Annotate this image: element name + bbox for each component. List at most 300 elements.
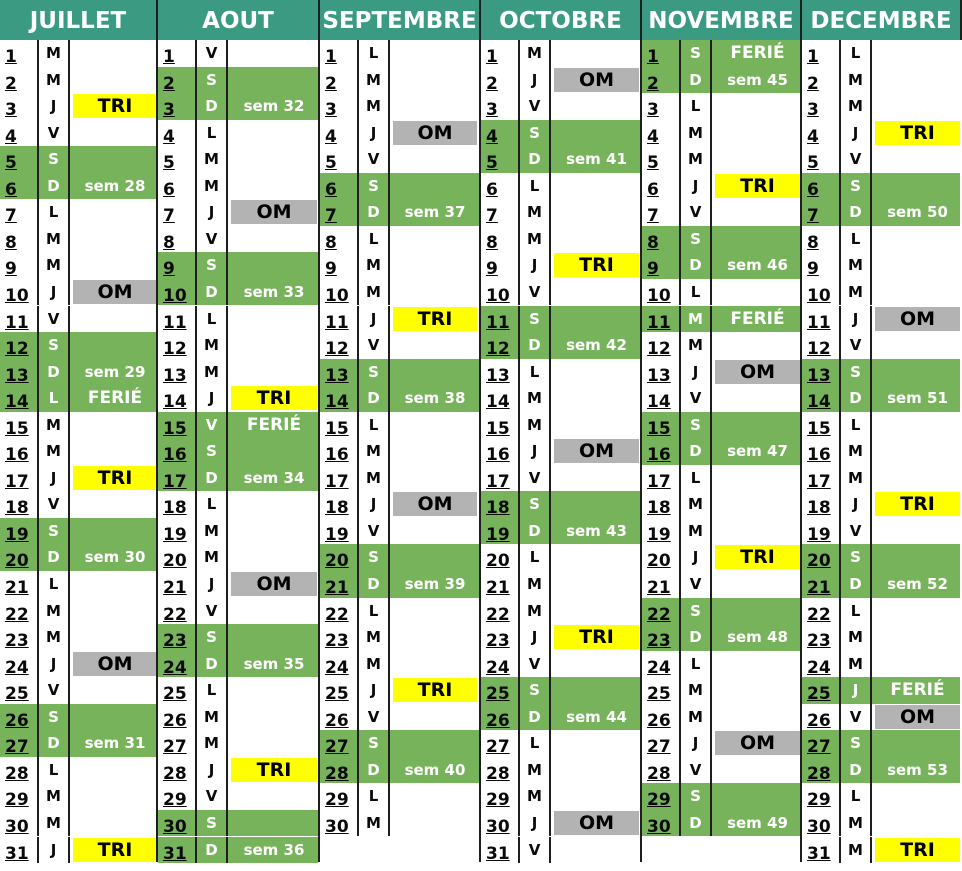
day-row	[642, 67, 800, 94]
weekday-letter: M	[679, 491, 712, 518]
day-row	[158, 518, 318, 545]
day-row	[320, 226, 479, 253]
weekday-letter: L	[518, 359, 551, 386]
weekday-letter: V	[518, 837, 551, 864]
day-number: 3	[163, 100, 175, 121]
day-number: 8	[163, 232, 175, 253]
day-row	[0, 279, 156, 306]
day-number: 25	[807, 684, 831, 705]
sem-label: sem 53	[887, 760, 948, 779]
day-number: 19	[807, 524, 831, 545]
weekday-letter: M	[839, 438, 872, 465]
weekday-letter: S	[195, 438, 228, 465]
weekday-letter: S	[518, 491, 551, 518]
day-row	[158, 624, 318, 651]
tri-label: TRI	[73, 838, 157, 862]
weekday-letter: S	[839, 173, 872, 200]
day-row	[481, 40, 640, 67]
day-number: 9	[5, 259, 17, 280]
weekday-letter: V	[839, 518, 872, 545]
tri-label: TRI	[554, 253, 639, 277]
day-number: 11	[5, 312, 29, 333]
day-row	[802, 837, 960, 864]
column-divider	[800, 0, 802, 862]
weekday-letter: S	[195, 810, 228, 837]
day-number: 10	[647, 285, 671, 306]
day-row	[0, 598, 156, 625]
day-row	[802, 120, 960, 147]
day-row	[802, 40, 960, 67]
day-row	[320, 598, 479, 625]
day-number: 30	[163, 816, 187, 837]
sem-label: sem 33	[243, 282, 305, 301]
sem-label: sem 28	[84, 176, 146, 195]
weekday-letter: M	[518, 226, 551, 253]
weekday-letter: M	[839, 93, 872, 120]
day-row	[158, 40, 318, 67]
day-number: 26	[325, 710, 349, 731]
day-row	[642, 306, 800, 333]
day-number: 4	[486, 126, 498, 147]
day-row	[0, 67, 156, 94]
weekday-letter: S	[679, 226, 712, 253]
day-row	[642, 598, 800, 625]
day-row	[158, 146, 318, 173]
weekday-letter: V	[679, 385, 712, 412]
day-row	[0, 173, 156, 200]
tri-label: TRI	[715, 174, 800, 198]
weekday-letter: M	[679, 518, 712, 545]
day-number: 17	[486, 471, 510, 492]
weekday-letter: D	[679, 438, 712, 465]
sem-label: sem 37	[404, 203, 466, 222]
tri-label: TRI	[393, 307, 477, 331]
sem-label: sem 35	[243, 654, 305, 673]
day-number: 29	[647, 790, 671, 811]
weekday-letter: V	[357, 146, 390, 173]
sem-label: sem 39	[404, 575, 466, 593]
weekday-letter: J	[357, 306, 390, 333]
day-row	[0, 651, 156, 678]
day-number: 21	[807, 578, 831, 598]
day-number: 27	[163, 737, 187, 758]
day-number: 7	[163, 206, 175, 227]
day-row	[320, 438, 479, 465]
weekday-letter: L	[839, 783, 872, 810]
sem-label: sem 38	[404, 389, 466, 408]
weekday-letter: L	[195, 120, 228, 147]
day-number: 12	[486, 339, 510, 360]
day-row	[642, 783, 800, 810]
weekday-letter: S	[195, 624, 228, 651]
weekday-letter: J	[37, 837, 70, 864]
day-number: 8	[325, 232, 337, 253]
weekday-letter: D	[839, 199, 872, 226]
weekday-letter: M	[195, 332, 228, 359]
day-row	[481, 93, 640, 120]
weekday-letter: L	[357, 598, 390, 625]
day-number: 5	[647, 153, 659, 174]
day-row	[158, 120, 318, 147]
weekday-letter: L	[679, 93, 712, 120]
day-number: 2	[5, 73, 17, 94]
day-number: 14	[325, 392, 349, 413]
weekday-letter: L	[37, 385, 70, 412]
weekday-letter: D	[839, 385, 872, 412]
day-row	[802, 252, 960, 279]
day-number: 14	[5, 392, 29, 413]
day-row	[481, 677, 640, 704]
month-header: NOVEMBRE	[642, 0, 802, 40]
weekday-letter: M	[37, 412, 70, 439]
day-number: 20	[325, 551, 349, 572]
weekday-letter: L	[195, 677, 228, 704]
tri-label: TRI	[875, 121, 960, 145]
day-row	[802, 598, 960, 625]
weekday-letter: D	[195, 837, 228, 864]
day-number: 15	[163, 418, 187, 439]
weekday-letter: V	[839, 704, 872, 731]
day-row	[802, 757, 960, 784]
ferie-label: FERIÉ	[87, 388, 143, 409]
sem-label: sem 41	[566, 150, 627, 169]
weekday-letter: S	[679, 598, 712, 625]
day-number: 14	[647, 392, 671, 413]
weekday-letter: S	[518, 306, 551, 333]
day-number: 12	[807, 339, 831, 360]
day-number: 24	[486, 657, 510, 678]
day-row	[158, 730, 318, 757]
day-number: 11	[325, 312, 349, 333]
day-row	[802, 704, 960, 731]
tri-label: TRI	[231, 386, 317, 410]
day-row	[320, 412, 479, 439]
day-number: 23	[486, 631, 510, 652]
weekday-letter: M	[679, 306, 712, 333]
weekday-letter: J	[37, 465, 70, 492]
weekday-letter: J	[195, 385, 228, 412]
weekday-letter: V	[357, 518, 390, 545]
day-number: 6	[325, 179, 337, 200]
om-label: OM	[715, 731, 800, 755]
day-row	[320, 385, 479, 412]
day-row	[802, 624, 960, 651]
sem-label: sem 29	[84, 362, 146, 381]
weekday-letter: D	[679, 810, 712, 837]
day-number: 11	[807, 312, 831, 333]
weekday-letter: S	[839, 730, 872, 757]
day-number: 17	[325, 471, 349, 492]
day-number: 28	[807, 763, 831, 784]
day-row	[0, 438, 156, 465]
day-number: 2	[325, 73, 337, 94]
day-number: 29	[325, 790, 349, 811]
weekday-letter: J	[679, 730, 712, 757]
weekday-letter: J	[357, 120, 390, 147]
sem-label: sem 46	[727, 256, 788, 275]
day-number: 7	[486, 206, 498, 227]
weekday-letter: M	[195, 704, 228, 731]
day-number: 9	[807, 259, 819, 280]
weekday-letter: D	[679, 624, 712, 651]
day-number: 19	[325, 524, 349, 545]
day-number: 26	[5, 710, 29, 731]
om-label: OM	[875, 307, 960, 331]
day-number: 20	[163, 551, 187, 572]
day-row	[158, 704, 318, 731]
day-row	[642, 651, 800, 678]
day-row	[320, 359, 479, 386]
day-number: 20	[5, 551, 29, 572]
day-number: 27	[647, 737, 671, 758]
day-number: 2	[807, 73, 819, 94]
weekday-letter: S	[679, 412, 712, 439]
weekday-letter: M	[679, 332, 712, 359]
weekday-letter: M	[518, 783, 551, 810]
weekday-letter: J	[679, 359, 712, 386]
day-row	[158, 810, 318, 837]
weekday-letter: D	[679, 67, 712, 94]
day-row	[642, 677, 800, 704]
day-row	[0, 199, 156, 226]
day-row	[481, 624, 640, 651]
ferie-label: FERIÉ	[730, 43, 785, 63]
day-number: 15	[647, 418, 671, 439]
weekday-letter: M	[37, 40, 70, 67]
day-number: 4	[163, 126, 175, 147]
weekday-letter: D	[195, 279, 228, 306]
day-number: 25	[5, 684, 29, 705]
day-row	[481, 544, 640, 571]
day-number: 21	[163, 578, 187, 598]
weekday-letter: L	[195, 491, 228, 518]
day-number: 28	[486, 763, 510, 784]
day-row	[802, 518, 960, 545]
day-number: 16	[647, 445, 671, 466]
tri-label: TRI	[73, 94, 157, 118]
weekday-letter: M	[518, 40, 551, 67]
weekday-letter: V	[357, 704, 390, 731]
weekday-letter: M	[839, 624, 872, 651]
weekday-letter: V	[679, 571, 712, 598]
day-row	[802, 146, 960, 173]
day-number: 16	[486, 445, 510, 466]
month-column-decembre	[802, 0, 962, 862]
day-number: 16	[163, 445, 187, 466]
weekday-letter: J	[518, 67, 551, 94]
day-number: 28	[325, 763, 349, 784]
day-number: 19	[647, 524, 671, 545]
day-row	[802, 491, 960, 518]
column-divider	[156, 0, 158, 862]
day-row	[158, 93, 318, 120]
weekday-letter: J	[357, 677, 390, 704]
weekday-letter: V	[839, 332, 872, 359]
weekday-letter: S	[518, 120, 551, 147]
om-label: OM	[393, 492, 477, 516]
day-number: 13	[807, 365, 831, 386]
day-row	[158, 173, 318, 200]
day-number: 12	[647, 339, 671, 360]
weekday-letter: D	[37, 359, 70, 386]
day-row	[642, 120, 800, 147]
day-number: 14	[807, 392, 831, 413]
day-row	[481, 385, 640, 412]
ferie-label: FERIÉ	[246, 414, 302, 435]
day-number: 3	[486, 100, 498, 121]
weekday-letter: L	[37, 757, 70, 784]
day-row	[642, 544, 800, 571]
month-header: AOUT	[158, 0, 320, 40]
om-label: OM	[554, 439, 639, 463]
weekday-letter: L	[357, 40, 390, 67]
day-number: 20	[486, 551, 510, 572]
day-row	[481, 359, 640, 386]
day-row	[158, 412, 318, 439]
weekday-letter: M	[679, 120, 712, 147]
day-number: 7	[647, 206, 659, 227]
day-row	[320, 651, 479, 678]
weekday-letter: M	[37, 67, 70, 94]
day-number: 23	[5, 631, 29, 652]
weekday-letter: L	[518, 730, 551, 757]
day-number: 1	[647, 47, 659, 67]
ferie-label: FERIÉ	[890, 680, 945, 701]
weekday-letter: M	[518, 412, 551, 439]
day-row	[481, 704, 640, 731]
weekday-letter: M	[195, 146, 228, 173]
sem-label: sem 31	[84, 734, 146, 753]
day-number: 20	[807, 551, 831, 572]
day-row	[0, 40, 156, 67]
weekday-letter: M	[839, 465, 872, 492]
day-row	[642, 199, 800, 226]
day-row	[802, 677, 960, 704]
weekday-letter: M	[37, 598, 70, 625]
day-row	[0, 465, 156, 492]
day-row	[158, 783, 318, 810]
day-number: 18	[163, 498, 187, 519]
weekday-letter: J	[679, 544, 712, 571]
day-row	[320, 146, 479, 173]
weekday-letter: M	[195, 359, 228, 386]
day-number: 19	[486, 524, 510, 545]
weekday-letter: M	[839, 252, 872, 279]
day-row	[0, 385, 156, 412]
weekday-letter: V	[195, 598, 228, 625]
weekday-letter: V	[518, 93, 551, 120]
day-number: 6	[486, 179, 498, 200]
day-row	[320, 730, 479, 757]
day-row	[320, 624, 479, 651]
weekday-letter: D	[357, 199, 390, 226]
day-number: 21	[486, 578, 510, 598]
sem-label: sem 30	[84, 548, 146, 567]
day-row	[158, 651, 318, 678]
day-row	[320, 306, 479, 333]
day-row	[0, 226, 156, 253]
day-number: 7	[807, 206, 819, 227]
day-row	[158, 491, 318, 518]
weekday-letter: M	[679, 704, 712, 731]
day-row	[0, 544, 156, 571]
day-row	[642, 465, 800, 492]
day-row	[642, 252, 800, 279]
day-number: 27	[5, 737, 29, 758]
day-number: 5	[5, 153, 17, 174]
day-number: 17	[647, 471, 671, 492]
sem-label: sem 32	[243, 97, 305, 116]
day-row	[642, 93, 800, 120]
day-row	[642, 438, 800, 465]
day-row	[481, 226, 640, 253]
day-number: 10	[807, 285, 831, 306]
day-number: 25	[486, 684, 510, 705]
day-row	[802, 438, 960, 465]
weekday-letter: L	[195, 306, 228, 333]
weekday-letter: M	[37, 810, 70, 837]
column-divider	[479, 0, 481, 862]
day-number: 10	[163, 285, 187, 306]
day-row	[0, 412, 156, 439]
day-number: 29	[486, 790, 510, 811]
sem-label: sem 48	[727, 628, 788, 647]
day-number: 9	[647, 259, 659, 280]
weekday-letter: S	[518, 677, 551, 704]
day-number: 15	[486, 418, 510, 439]
day-number: 29	[5, 790, 29, 811]
day-number: 9	[486, 259, 498, 280]
day-number: 1	[325, 47, 337, 67]
weekday-letter: D	[357, 571, 390, 598]
day-number: 27	[807, 737, 831, 758]
month-header: JUILLET	[0, 0, 158, 40]
weekday-letter: M	[518, 385, 551, 412]
day-number: 31	[5, 843, 29, 864]
day-row	[802, 67, 960, 94]
day-number: 2	[486, 73, 498, 94]
day-number: 24	[647, 657, 671, 678]
day-number: 26	[486, 710, 510, 731]
day-number: 1	[163, 47, 175, 67]
sem-label: sem 45	[727, 70, 788, 89]
weekday-letter: L	[679, 465, 712, 492]
day-row	[642, 40, 800, 67]
weekday-letter: D	[518, 146, 551, 173]
day-row	[481, 412, 640, 439]
day-number: 19	[5, 524, 29, 545]
day-row	[158, 279, 318, 306]
day-row	[642, 146, 800, 173]
weekday-letter: L	[839, 598, 872, 625]
day-number: 13	[486, 365, 510, 386]
day-number: 5	[486, 153, 498, 174]
day-row	[320, 518, 479, 545]
weekday-letter: S	[37, 332, 70, 359]
day-row	[320, 677, 479, 704]
weekday-letter: V	[357, 332, 390, 359]
weekday-letter: S	[839, 359, 872, 386]
weekday-letter: S	[679, 783, 712, 810]
ferie-label: FERIÉ	[730, 308, 785, 329]
day-number: 10	[5, 285, 29, 306]
day-row	[802, 199, 960, 226]
day-number: 28	[163, 763, 187, 784]
weekday-letter: M	[839, 279, 872, 306]
day-row	[642, 226, 800, 253]
day-number: 19	[163, 524, 187, 545]
day-number: 4	[325, 126, 337, 147]
